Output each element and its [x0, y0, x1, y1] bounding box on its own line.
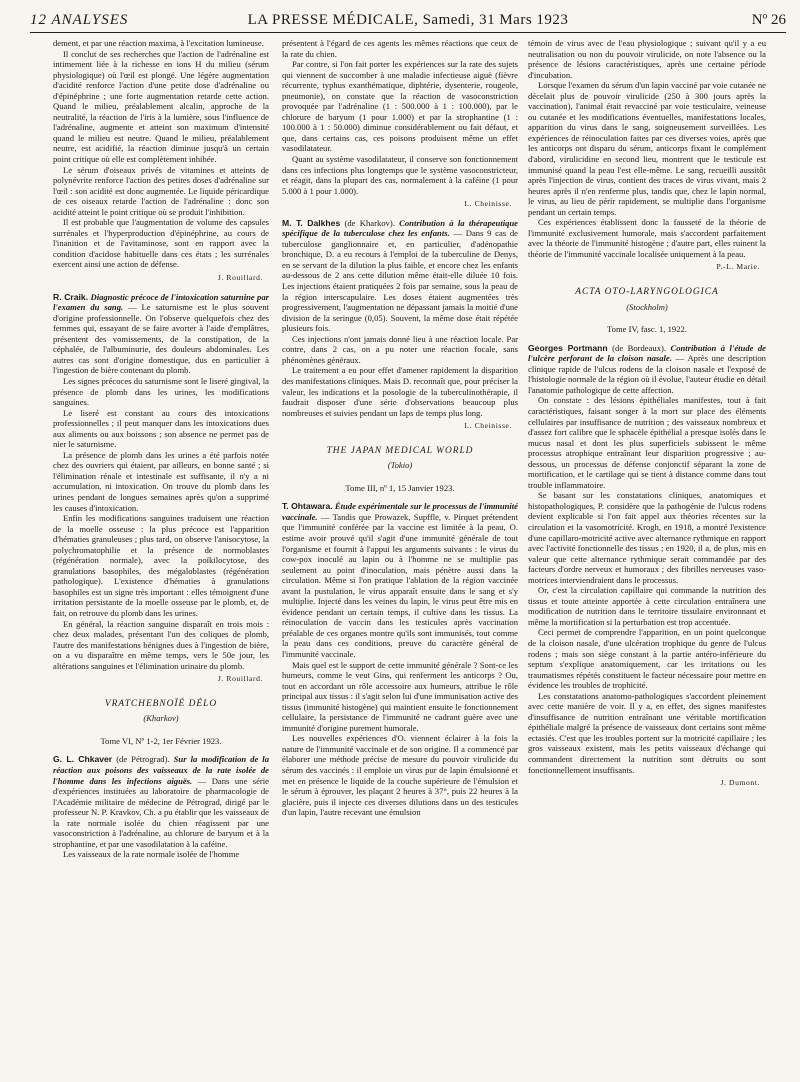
abstract-ohtawara: [282, 501, 518, 659]
author-signature: P.-L. Marie.: [716, 262, 760, 272]
abstract-dalkhes: [282, 218, 518, 334]
journal-heading: VRATCHEBNOÏÉ DÉLO: [104, 698, 218, 709]
journal-volume: Tome IV, fasc. 1, 1922.: [607, 324, 687, 335]
paragraph: Le sérum d'oiseaux privés de vitamines et atteints de polynévrite renforce l'action des petites doses d'adrénaline sur l'œil : son acidité est donc augmentée. Le liquide péricardique de ces oiseaux retarde l'action de l'adrénaline : donc son acidité atteint le point critique où se produit l'inhibition.: [53, 164, 269, 217]
paragraph: Ces injections n'ont jamais donné lieu à une réaction locale. Par contre, dans 2 cas, on a pu noter une réaction focale, sans phénomènes généraux.: [282, 333, 518, 365]
paragraph: Ces expériences établissent donc la fausseté de la théorie de l'immunité exclusivement humorale, mais s'accordent parfaitement avec la théorie de l'immunité histogène ; d'autre part, elles ruinent la théorie de l'immunité vaccinale localisée uniquement à la peau.: [528, 217, 766, 259]
paragraph: Se basant sur les constatations cliniques, anatomiques et histopathologiques, P. considère que la pathogénie de l'ulcus rodens devient explicable si l'on fait appel aux théories récentes sur la circulation et la vasomotricité. Krogh, en 1918, a montré l'existence d'une capillaro-motricité active avec alternance rythmique en rapport avec l'activité fonctionnelle des tissus ; en 1920, il a, de plus, mis en valeur que cette alternance rythmique serait commandée par des facteurs d'ordre nerveux et humoraux ; des fibrilles nerveuses vaso-motrices interviendraient dans le processus.: [528, 490, 766, 585]
paragraph: Lorsque l'examen du sérum d'un lapin vacciné par voie cutanée ne décelait plus de pouvoir virulicide (250 à 300 jours après la vaccination), l'animal était revacciné par voie testiculaire, veineuse ou cutanée et les modifications éventuelles, manifestations locales, apparition du virus dans le sang, soigneusement surveillées. Les expériences de réinoculation faites par ces diverses voies, après que les anticorps ont disparu du sérum, anticorps fixant le complément d'abord, virulicidine en second lieu, montrent que le testicule est immunisé quand la peau l'est elle-même. Le sang, recueilli aussitôt après l'injection de virus, contient des traces de virus vivant, mais 2 heures après il n'en renferme plus, tandis que, chez le lapin normal, le virus, au lieu de périr rapidement, se multiplie dans l'organisme pendant un certain temps.: [528, 80, 766, 217]
journal-heading: ACTA OTO-LARYNGOLOGICA: [575, 287, 719, 298]
paragraph: Mais quel est le support de cette immunité générale ? Sont-ce les humeurs, comme le veut Gins, qui renferment les anticorps ? Ou, tout en accordant un rôle accessoire aux humeurs, attribue le rôle principal aux tissus : il s'agit selon lui d'une immunisation active des tissus (immunité histogène) qui maintient ensuite le fonctionnement cellulaire, la persistance de l'immunité ne cadrant guère avec une immunité d'origine purement humorale.: [282, 659, 518, 733]
paragraph: Le liseré est constant au cours des intoxications professionnelles ; il peut manquer dans les intoxications dues aux aliments ou aux boissons ; son absence ne permet pas de nier le saturnisme.: [53, 407, 269, 450]
journal-city: (Kharkov): [143, 713, 179, 724]
paragraph: dement, et par une réaction maxima, à l'excitation lumineuse.: [53, 38, 264, 48]
journal-heading: THE JAPAN MEDICAL WORLD: [326, 445, 474, 456]
abstract-title: Diagnostic précoce de l'intoxication saturnine par l'examen du sang.: [53, 291, 269, 313]
abstract-text: — Dans une série d'expériences instituées au laboratoire de pharmacologie de l'Académie militaire de médecine de Pétrograd, dirigé par le professeur N. P. Kravkov, Ch. a pu établir que les vaisseaux de la rate normale isolée du chien réagissent par une vasoconstriction à l'adrénaline, au chlorure de baryum et à la strophantine, et par une vasodilatation à la caféine.: [53, 775, 269, 849]
paragraph: Enfin les modifications sanguines traduisent une réaction de la moelle osseuse : la plus précoce est l'apparition d'hématies granuleuses ; plus tard, on observe l'anisocytose, la polychromatophilie et la présence de normoblastes (régénération normale), avec la poïkilocytose, des granulations basophiles, des mégaloblastes (régénération pathologique). L'existence d'hématies à granulations basophiles est un signe très important : elles témoignent d'une irritation persistante de la moelle osseuse par le plomb, et, de fait, on retrouve du plomb dans les urines.: [53, 513, 269, 618]
paragraph: Il conclut de ses recherches que l'action de l'adrénaline est intimement liée à la richesse en ions H du milieu (sérum physiologique) où l'œil est plongé. Une légère augmentation d'acidité renforce l'action d'une petite dose d'adrénaline ou d'épinéphrine ; une forte augmentation retarde cette action. Quand le milieu, préalablement alcalin, approche de la neutralité, la réaction de l'iris à la lumière, sous l'influence de l'adrénaline, augmente et atteint son maximum d'intensité quand le milieu est neutre. Quand le milieu, préalablement neutre, est acidifié, la réaction diminue jusqu'à un certain point critique où elle est complètement inhibée.: [53, 48, 269, 165]
author-signature: J. Rouillard.: [217, 674, 263, 684]
abstract-title: Sur la modification de la réaction aux poisons des vaisseaux de la rate isolée de l'homme dans les infections aiguës.: [53, 754, 269, 786]
paragraph: Les signes précoces du saturnisme sont le liseré gingival, la présence de plomb dans les urines, les modifications sanguines.: [53, 375, 269, 408]
abstract-title: Contribution à l'étude de l'ulcère perforant de la cloison nasale.: [528, 342, 766, 364]
abstract-chkaver: [53, 754, 269, 849]
paragraph: Les vaisseaux de la rate normale isolée de l'homme: [63, 849, 240, 860]
paragraph: Par contre, si l'on fait porter les expériences sur la rate des sujets qui viennent de succomber à une maladie infectieuse aiguë (fièvre récurrente, typhus exanthématique, diphtérie, dysenterie, rougeole, pneumonie), on constate que la réaction de vasoconstriction provoquée par l'adrénaline (1 : 500.000 à 1 : 100.000), par le chlorure de baryum (1 pour 1.000) et par la strophantine (1 : 100.000 à 1 : 50.000) diminue considérablement ou fait défaut, et que, dans certains cas, ces poisons produisent même un effet vasodilatateur.: [282, 59, 518, 154]
column-right: [528, 38, 766, 1078]
author-signature: J. Dumont.: [720, 778, 760, 788]
paragraph: Il est probable que l'augmentation de volume des capsules surrénales et l'hyperproduction d'épinéphrine, au cours de l'inanition et de l'avitaminose, sont en rapport avec la condition d'acidose habituelle dans ces états ; les surrénales exercent ainsi une action de défense.: [53, 217, 269, 270]
paragraph: Ceci permet de comprendre l'apparition, en un point quelconque de la cloison nasale, d'une ulcération trophique du genre de l'ulcus rodens ; mais son siège constant à la partie antéro-inférieure du septum s'explique anatomiquement, car les irritations ou les traumatismes répétés constituent le facteur nécessaire pour mettre en évidence les troubles de trophicité.: [528, 627, 766, 691]
abstract-author: R. Craik.: [53, 291, 89, 302]
abstract-craik: [53, 292, 269, 376]
abstract-author: G. L. Chkaver: [53, 754, 113, 765]
paragraph: Les nouvelles expériences d'O. viennent éclairer à la fois la nature de l'immunité vaccinale et de son origine. Il a commencé par élaborer une méthode précise de mesure du pouvoir virulicide du sérum des vaccinés : il emploie un virus pur de lapin émulsionné et met en présence le liquide de la couche supérieure de l'émulsion et le sérum à éprouver, les plaçant 2 heures à 37°, puis 22 heures à la glacière, puis il injecte ces diverses dilutions dans un des testicules d'un lapin, l'autre recevant une émulsion: [282, 733, 518, 818]
column-left: [53, 38, 269, 1078]
abstract-text: — Tandis que Prowazek, Supffle, v. Pirquet prétendent que l'immunité conférée par la vaccine est limitée à la peau, O. estime avoir prouvé qu'il s'agit d'une immunité générale de tout l'organisme et fournit à l'appui les arguments suivants : le virus du cow-pox inoculé au lapin ou à l'homme ne se multiplie pas seulement au point d'inoculation, mais pénètre aussi dans la circulation. Même si l'on pratique l'ablation de la région vaccinée avant la pustulation, le virus apparaît ensuite dans le sang et s'y multiplie. Injecté dans les veines du lapin, le virus peut être mis en évidence pendant un certain temps, il cultive dans les tissus. La réinoculation de vaccin dans les testicules après vaccination préalable de ces organes montre qu'ils sont immunisés, tout comme la peau dans ces conditions, preuve du caractère général de l'immunité vaccinale.: [282, 511, 518, 659]
journal-volume: Tome VI, Nº 1-2, 1er Février 1923.: [100, 735, 222, 746]
paragraph: témoin de virus avec de l'eau physiologique ; suivant qu'il y a eu neutralisation ou non du pouvoir virulicide, on note l'absence ou la présence de lésions caractéristiques, après une certaine période d'incubation.: [528, 38, 766, 80]
journal-city: (Tokio): [387, 460, 413, 471]
issue-number: Nº 26: [751, 12, 786, 28]
paragraph: présentent à l'égard de ces agents les mêmes réactions que ceux de la rate du chien.: [282, 38, 518, 59]
abstract-author-city: (de Pétrograd).: [116, 754, 170, 765]
abstract-author-city: (de Bordeaux).: [612, 342, 667, 353]
abstract-author: Georges Portmann: [528, 342, 608, 353]
abstract-portmann: [528, 343, 766, 396]
author-signature: L. Cheinisse.: [464, 421, 512, 431]
page-header: [30, 10, 786, 33]
abstract-text: — Après une description clinique rapide de l'ulcus rodens de la cloison nasale et l'exposé de l'histologie normale de la région où il évolue, l'auteur étudie en détail l'anatomie pathologique de cette affection.: [528, 353, 766, 395]
abstract-text: — Le saturnisme est le plus souvent d'origine professionnelle. On l'observe quelquefois chez des femmes qui, essayant de se faire avorter à l'aide d'emplâtres, présentent des vomissements, de la constipation, de la céphalée, de l'albuminurie, des douleurs abdominales. Les autres cas sont d'origine domestique, dus en particulier à l'ingestion de bière contenant du plomb.: [53, 302, 269, 376]
journal-volume: Tome III, nº 1, 15 Janvier 1923.: [345, 482, 455, 493]
abstract-title: Contribution à la thérapeutique spécifique de la tuberculose chez les enfants.: [282, 217, 518, 239]
paragraph: Or, c'est la circulation capillaire qui commande la nutrition des tissus et toute atteinte apportée à cette circulation entraînera une modification de nutrition dans le territoire tissulaire environnant et même la mortification si la perturbation est trop accentuée.: [528, 585, 766, 627]
paragraph: Les constatations anatomo-pathologiques s'accordent pleinement avec cette manière de voir. Il y a, en effet, des signes manifestes d'insuffisance de nutrition entraînant une véritable mortification épithéliale malgré la présence de vaisseaux dont certains sont même ectasiés. C'est que les troubles portent sur la motricité capillaire ; les gros vaisseaux existent, mais les petits vaisseaux d'échange qui commandent directement la nutrition sont détruits ou sont fonctionnellement insuffisants.: [528, 690, 766, 775]
abstract-title: Étude expérimentale sur le processus de l'immunité vaccinale.: [282, 501, 518, 522]
abstract-author: T. Ohtawara.: [282, 501, 333, 512]
abstract-text: — Dans 9 cas de tuberculose ganglionnaire et, en particulier, d'adénopathie bronchique, D. a eu recours à l'emploi de la tuberculine de Denys, en se servant de la dilution la plus faible, et encore chez les enfants au-dessous de 2 ans cette dilution même était-elle diluée 10 fois. Les injections étaient pratiquées 2 fois par semaine, sous la peau de la région interscapulaire. Les doses étaient augmentées très progressivement, l'augmentation ne dépassant jamais la moitié d'une division de la seringue (0,05). Souvent, la même dose était répétée plusieurs fois.: [282, 228, 518, 334]
journal-masthead: LA PRESSE MÉDICALE, Samedi, 31 Mars 1923: [247, 12, 569, 28]
paragraph: Quant au système vasodilatateur, il conserve son fonctionnement dans ces infections plus longtemps que le système vasoconstricteur, et réagit, dans la plupart des cas, normalement à la caféine (1 pour 5.000 à 1 pour 1.000).: [282, 154, 518, 196]
paragraph: La présence de plomb dans les urines a été parfois notée chez des ouvriers qui étaient, par ailleurs, en bonne santé ; si l'élimination rénale et intestinale est suffisante, il n'y a ni accumulation, ni intoxication. On trouve du plomb dans les urines pendant de longues semaines après qu'on a supprimé les causes d'intoxication.: [53, 449, 269, 513]
paragraph: En général, la réaction sanguine disparaît en trois mois : chez deux malades, présentant l'un des coliques de plomb, l'autre des manifestations bénignes dues à l'ingestion de bière, on a vu disparaître en même temps, vers le 50e jour, les altérations sanguines et l'élimination urinaire du plomb.: [53, 618, 269, 671]
page-section-label: 12 ANALYSES: [30, 12, 129, 28]
journal-city: (Stockholm): [626, 301, 668, 312]
abstract-author: M. T. Dalkhes: [282, 217, 341, 228]
paragraph: Le traitement a eu pour effet d'amener rapidement la disparition des manifestations cliniques. Mais D. reconnaît que, pour préciser la valeur, les indications et la posologie de la tuberculinothérapie, il faudrait disposer d'une série d'observations beaucoup plus nombreuses et suivies pendant un laps de temps plus long.: [282, 365, 518, 418]
paragraph: On constate : des lésions épithéliales manifestes, tout à fait caractéristiques, faisant songer à la mort sur place des éléments cellulaires par insuffisance de nutrition ; des vaisseaux nombreux et d'assez fort calibre que le sphacèle épithélial a presque isolés dans le mucus nasal et dont les plus superficiels subissent le même processus atrophique entraînant leur disparition progressive ; au-dessous, un processus de défense conjonctif séparant la zone de mortification, et le cartilage qui se tient à distance comme dans tout trouble inflammatoire.: [528, 395, 766, 490]
abstract-author-city: (de Kharkov).: [344, 217, 395, 228]
author-signature: L. Cheinisse.: [464, 199, 512, 209]
author-signature: J. Rouillard.: [217, 273, 263, 283]
column-middle: [282, 38, 518, 1078]
